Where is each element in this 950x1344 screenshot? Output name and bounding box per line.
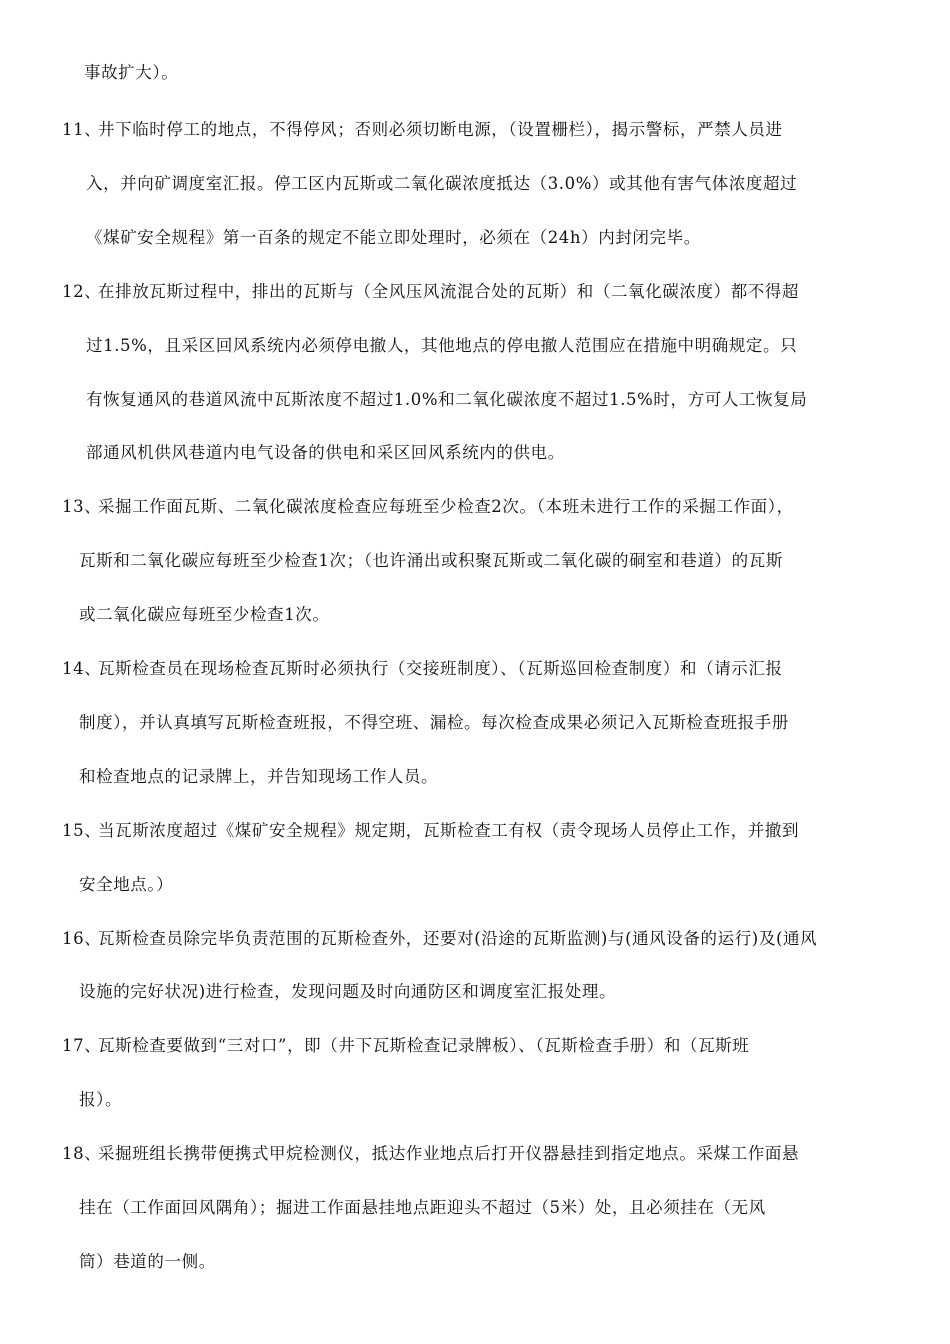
item-12-line-1: 在排放瓦斯过程中，排出的瓦斯与（全风压风流混合处的瓦斯）和（二氧化碳浓度）都不得超 [98,282,800,301]
item-17-line-2: 报）。 [79,1090,123,1109]
item-14-line-2: 制度），并认真填写瓦斯检查班报，不得空班、漏检。每次检查成果必须记入瓦斯检查班报手册 [79,713,789,732]
item-number-12: 12、 [62,282,102,301]
item-16-line-1: 瓦斯检查员除完毕负责范围的瓦斯检查外，还要对(沿途的瓦斯监测)与(通风设备的运行)及(通风 [98,929,818,948]
item-18-line-2: 挂在（工作面回风隅角）；掘进工作面悬挂地点距迎头不超过（5米）处，且必须挂在（无风 [79,1198,766,1217]
item-14-line-1: 瓦斯检查员在现场检查瓦斯时必须执行（交接班制度）、（瓦斯巡回检查制度）和（请示汇报 [98,659,783,678]
item-11-line-1: 井下临时停工的地点，不得停风；否则必须切断电源，（设置栅栏），揭示警标，严禁人员进 [98,120,783,139]
item-number-16: 16、 [62,929,102,948]
item-11-line-2: 入，并向矿调度室汇报。停工区内瓦斯或二氧化碳浓度抵达（3.0%）或其他有害气体浓度超过 [86,174,798,193]
item-continuation-line: 事故扩大）。 [84,63,179,82]
item-13-line-1: 采掘工作面瓦斯、二氧化碳浓度检查应每班至少检查2次。（本班未进行工作的采掘工作面）， [98,497,794,516]
item-number-17: 17、 [62,1036,102,1055]
item-number-11: 11、 [62,120,102,139]
item-number-15: 15、 [62,821,102,840]
item-number-18: 18、 [62,1144,102,1163]
item-15-line-2: 安全地点。） [79,875,174,894]
item-16-line-2: 设施的完好状况)进行检查，发现问题及时向通防区和调度室汇报处理。 [79,982,617,1001]
item-18-line-1: 采掘班组长携带便携式甲烷检测仪，抵达作业地点后打开仪器悬挂到指定地点。采煤工作面悬 [98,1144,800,1163]
item-12-line-4: 部通风机供风巷道内电气设备的供电和采区回风系统内的供电。 [86,443,565,462]
item-14-line-3: 和检查地点的记录牌上，并告知现场工作人员。 [79,767,439,786]
item-18-line-3: 筒）巷道的一侧。 [79,1252,216,1271]
item-12-line-2: 过1.5%，且采区回风系统内必须停电撤人，其他地点的停电撤人范围应在措施中明确规定。只 [86,336,798,355]
item-11-line-3: 《煤矿安全规程》第一百条的规定不能立即处理时，必须在（24h）内封闭完毕。 [86,228,701,247]
item-15-line-1: 当瓦斯浓度超过《煤矿安全规程》规定期，瓦斯检查工有权（责令现场人员停止工作，并撤到 [98,821,800,840]
item-17-line-1: 瓦斯检查要做到“三对口”，即（井下瓦斯检查记录牌板）、（瓦斯检查手册）和（瓦斯班 [98,1036,750,1055]
item-number-14: 14、 [62,659,102,678]
item-number-13: 13、 [62,497,102,516]
item-13-line-2: 瓦斯和二氧化碳应每班至少检查1次；（也许涌出或积聚瓦斯或二氧化碳的硐室和巷道）的瓦斯 [79,551,783,570]
item-12-line-3: 有恢复通风的巷道风流中瓦斯浓度不超过1.0%和二氧化碳浓度不超过1.5%时，方可人工恢复局 [86,390,808,409]
item-13-line-3: 或二氧化碳应每班至少检查1次。 [79,605,330,624]
